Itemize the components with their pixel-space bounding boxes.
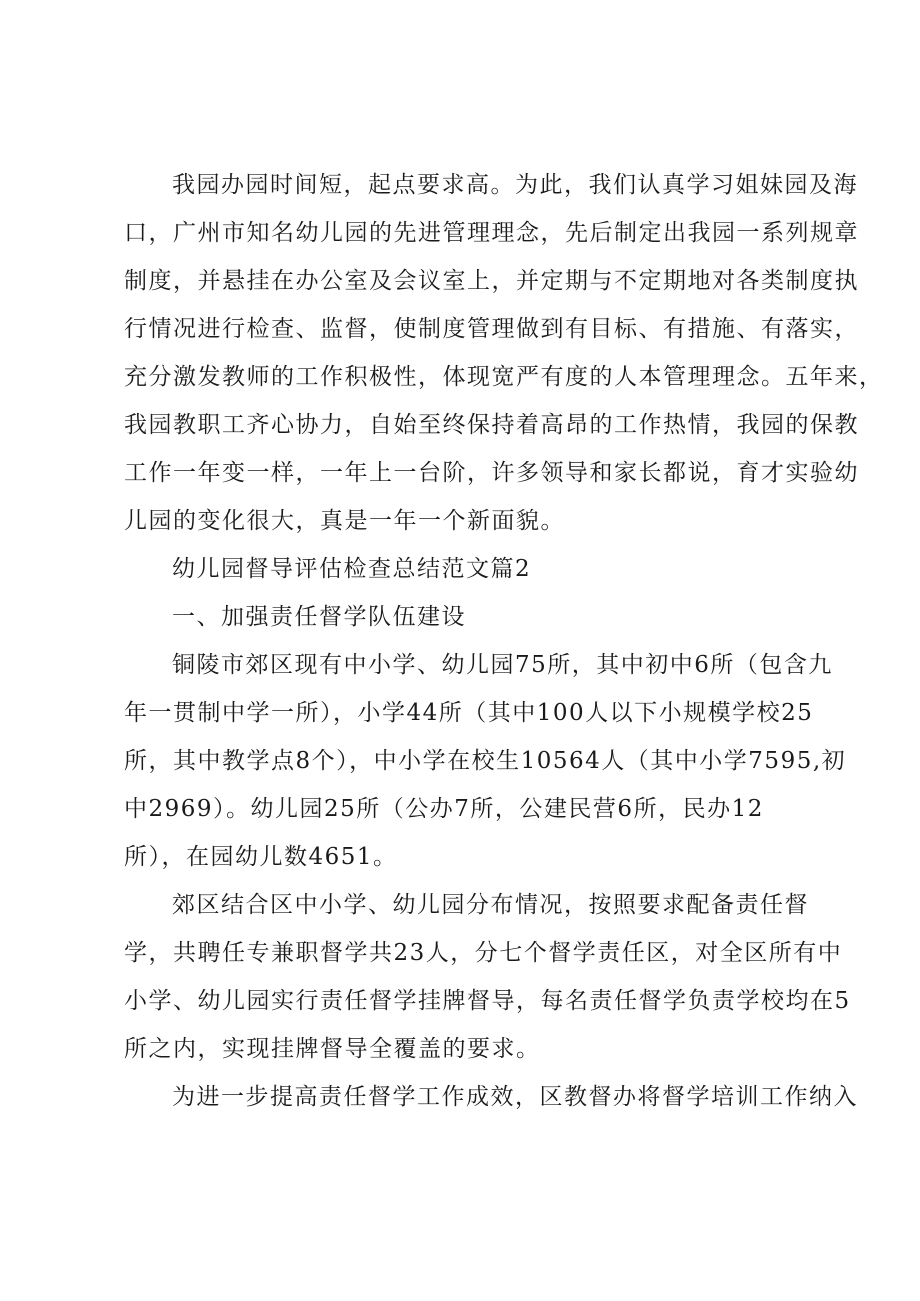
paragraph-1-line-5: 充分激发教师的工作积极性，体现宽严有度的人本管理理念。五年来， — [124, 364, 884, 390]
paragraph-1-line-3: 制度，并悬挂在办公室及会议室上，并定期与不定期地对各类制度执 — [124, 268, 859, 294]
paragraph-3-line-4: 所之内，实现挂牌督导全覆盖的要求。 — [124, 1036, 541, 1062]
article-title: 幼儿园督导评估检查总结范文篇2 — [172, 556, 532, 582]
paragraph-1-line-2: 口，广州市知名幼儿园的先进管理理念，先后制定出我园一系列规章 — [124, 220, 859, 246]
paragraph-2-line-2: 年一贯制中学一所），小学44所（其中100人以下小规模学校25 — [124, 700, 814, 726]
paragraph-3-line-1: 郊区结合区中小学、幼儿园分布情况，按照要求配备责任督 — [172, 892, 809, 918]
paragraph-4-line-1: 为进一步提高责任督学工作成效，区教督办将督学培训工作纳入 — [172, 1084, 858, 1110]
paragraph-2-line-1: 铜陵市郊区现有中小学、幼儿园75所，其中初中6所（包含九 — [172, 652, 833, 678]
paragraph-2-line-5: 所），在园幼儿数4651。 — [124, 844, 398, 870]
paragraph-1-line-1: 我园办园时间短，起点要求高。为此，我们认真学习姐妹园及海 — [172, 172, 858, 198]
paragraph-2-line-3: 所，其中教学点8个），中小学在校生10564人（其中小学7595,初 — [124, 748, 847, 774]
paragraph-1-line-8: 儿园的变化很大，真是一年一个新面貌。 — [124, 508, 565, 534]
paragraph-3-line-3: 小学、幼儿园实行责任督学挂牌督导，每名责任督学负责学校均在5 — [124, 988, 851, 1014]
paragraph-3-line-2: 学，共聘任专兼职督学共23人，分七个督学责任区，对全区所有中 — [124, 940, 843, 966]
paragraph-1-line-6: 我园教职工齐心协力，自始至终保持着高昂的工作热情，我园的保教 — [124, 412, 859, 438]
paragraph-1-line-7: 工作一年变一样，一年上一台阶，许多领导和家长都说，育才实验幼 — [124, 460, 859, 486]
paragraph-1-line-4: 行情况进行检查、监督，使制度管理做到有目标、有措施、有落实， — [124, 316, 859, 342]
section-heading: 一、加强责任督学队伍建设 — [172, 604, 466, 630]
paragraph-2-line-4: 中2969）。幼儿园25所（公办7所，公建民营6所，民办12 — [124, 796, 764, 822]
